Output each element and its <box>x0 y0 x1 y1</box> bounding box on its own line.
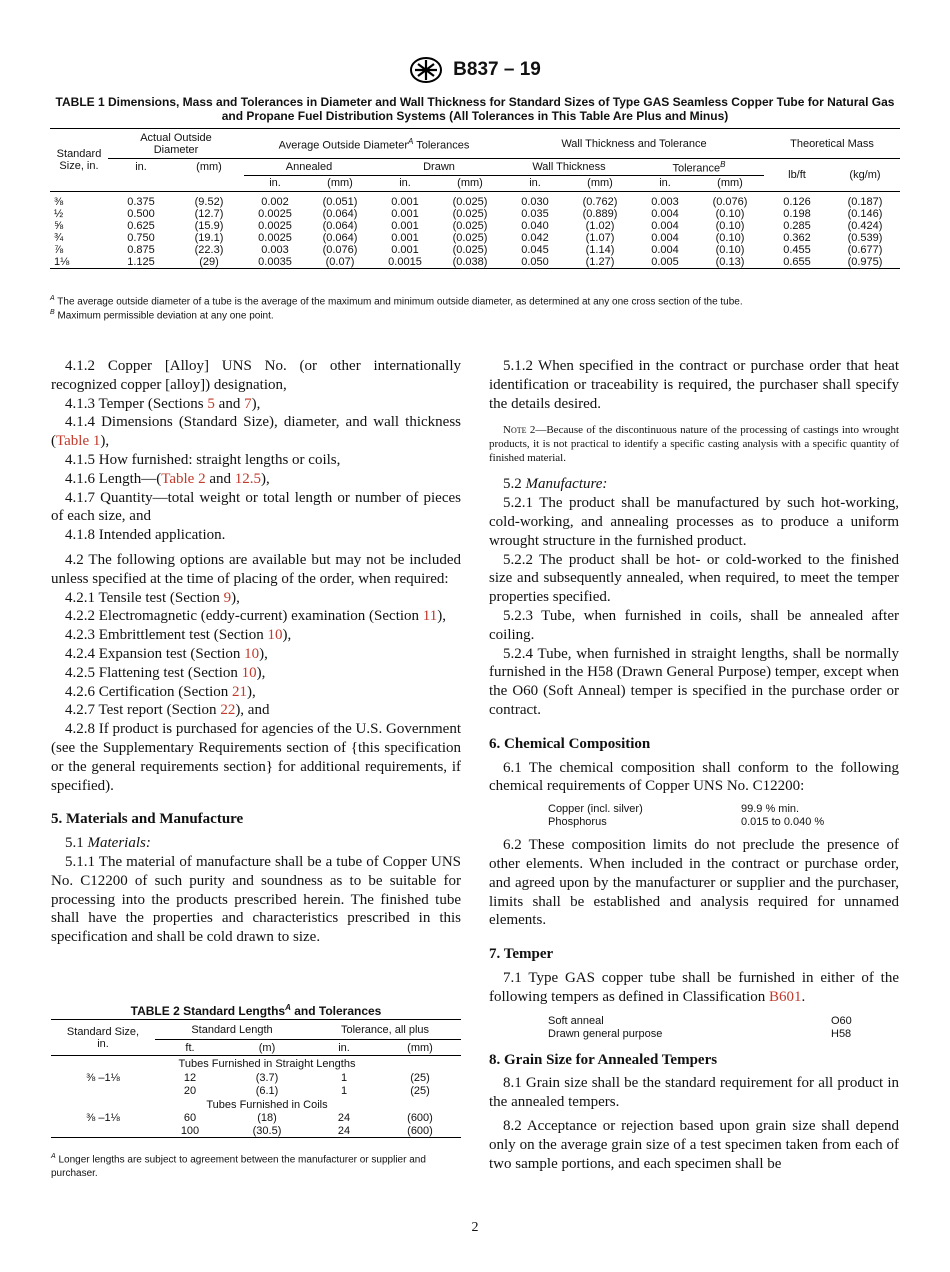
para-5-1-2: 5.1.2 When specified in the contract or purchase order that heat identification or traceability is required, the purchaser shall specify the details desired. <box>489 358 899 412</box>
table1-cell: (0.539) <box>847 231 883 244</box>
table1-cell: ⅝ <box>54 219 64 232</box>
table1-cell: 0.655 <box>783 255 811 268</box>
table2-cell: 24 <box>337 1112 351 1124</box>
table2-cell: (25) <box>410 1085 430 1097</box>
table1-footnote-b: $^B$ Maximum permissible deviation at any one point. <box>50 309 274 322</box>
table1-cell: 0.003 <box>261 243 289 256</box>
table2-cell: (30.5) <box>252 1124 282 1137</box>
para-5-2: 5.2 Manufacture: <box>503 476 608 493</box>
t1-u-lbft: lb/ft <box>764 159 830 192</box>
table1-cell: (0.07) <box>325 255 355 268</box>
table2-cell: 1 <box>340 1085 348 1097</box>
table1-cell: (0.13) <box>715 255 745 268</box>
table1-cell: 0.362 <box>783 231 811 244</box>
link-section-10[interactable]: 10 <box>267 627 283 644</box>
table1-cell: 1⅛ <box>54 255 70 268</box>
t1-h-mass: Theoretical Mass <box>764 129 900 159</box>
t2-u-in: in. <box>338 1041 350 1054</box>
table1-cell: (0.146) <box>847 207 883 220</box>
table1-cell: 1.125 <box>127 255 155 268</box>
t1-u-in: in. <box>659 177 671 190</box>
t1-h-avg-od: Average Outside Diameter$^A$ Tolerances <box>244 129 504 159</box>
link-section-7[interactable]: 7 <box>244 395 252 412</box>
t1-h-annealed: Annealed <box>244 159 374 176</box>
link-section-21[interactable]: 21 <box>232 683 248 700</box>
heading-section-8: 8. Grain Size for Annealed Tempers <box>489 1051 718 1068</box>
table2-cell: (600) <box>407 1124 433 1137</box>
table1-cell: (0.889) <box>582 207 618 220</box>
table2-cell: 60 <box>183 1112 197 1124</box>
table1-cell: (0.076) <box>322 243 358 256</box>
table1-cell: 0.0015 <box>388 255 422 268</box>
para-4-2: 4.2 The following options are available but may not be included unless specified at the time of placing of the order, when required: <box>51 551 461 587</box>
table1-cell: 0.455 <box>783 243 811 256</box>
page-number: 2 <box>471 1220 479 1235</box>
table1-cell: 0.001 <box>391 231 419 244</box>
table1-cell: (0.025) <box>452 195 488 208</box>
para-4-2-1: 4.2.1 Tensile test (Section 9), <box>65 589 240 606</box>
left-column <box>51 357 461 947</box>
table1-row <box>50 232 900 244</box>
para-8-1: 8.1 Grain size shall be the standard requirement for all product in the annealed tempers. <box>489 1075 899 1111</box>
table1-cell: (1.02) <box>585 219 615 232</box>
table1-cell: 0.001 <box>391 195 419 208</box>
t1-h-wall: Wall Thickness and Tolerance <box>504 129 764 159</box>
t1-h-standard: Standard Size, in. <box>50 129 108 192</box>
table1-cell: 0.035 <box>521 207 549 220</box>
note-2: Note 2—Because of the discontinuous nature of the processing of castings into wrought products, it is not practical to identify a specific casting analysis with a specific quantity of finished material. <box>489 424 899 465</box>
table1-cell: (0.187) <box>847 195 883 208</box>
table1-cell: (0.076) <box>712 195 748 208</box>
table1-cell: 0.001 <box>391 207 419 220</box>
table1-caption: TABLE 1 Dimensions, Mass and Tolerances in Diameter and Wall Thickness for Standard Sizes of Type GAS Seamless Copper Tube for Natural Gas and Propane Fuel Distribution Systems (All Tolerances in This Table Are Plus and Minus) <box>55 95 895 123</box>
table1-cell: 0.001 <box>391 219 419 232</box>
table1-cell: (0.038) <box>452 255 488 268</box>
t1-h-drawn: Drawn <box>374 159 504 176</box>
table2-row <box>51 1112 461 1125</box>
temper-table <box>548 1015 899 1041</box>
table1-cell: 0.001 <box>391 243 419 256</box>
table1-cell: (12.7) <box>194 207 224 220</box>
link-table-2[interactable]: Table 2 <box>161 470 206 487</box>
table1-cell: (0.10) <box>715 243 745 256</box>
table2-cell: 24 <box>337 1124 351 1137</box>
table2-cell: 1 <box>340 1072 348 1084</box>
table1-cell: 0.004 <box>651 219 679 232</box>
t2-u-ft: ft. <box>185 1041 195 1054</box>
heading-section-7: 7. Temper <box>489 946 554 963</box>
t1-u-in: in. <box>269 177 281 190</box>
table1-cell: (0.762) <box>582 195 618 208</box>
table1-cell: 0.375 <box>127 195 155 208</box>
t2-h-length: Standard Length <box>155 1020 309 1040</box>
table2-row <box>51 1072 461 1085</box>
right-column <box>489 357 899 1173</box>
table1-cell: 0.004 <box>651 231 679 244</box>
table2-cell: 100 <box>180 1124 200 1137</box>
para-4-1-4: 4.1.4 Dimensions (Standard Size), diameter, and wall thickness (Table 1), <box>51 414 461 450</box>
table1-cell: (15.9) <box>194 219 224 232</box>
table1-row <box>50 220 900 232</box>
t1-u-mm: (mm) <box>327 177 353 190</box>
link-b601[interactable]: B601 <box>768 988 802 1005</box>
table1-cell: (0.10) <box>715 219 745 232</box>
table1-cell: (0.424) <box>847 219 883 232</box>
t1-h-tolerance: Tolerance$^B$ <box>634 159 764 176</box>
table1-cell: 0.0025 <box>258 231 292 244</box>
temper-row-value: H58 <box>831 1027 852 1040</box>
table1-cell: 0.002 <box>261 195 289 208</box>
para-5-1-1: 5.1.1 The material of manufacture shall be a tube of Copper UNS No. C12200 of such purity and soundness as to be suitable for processing into the products prescribed herein. The finished tube shall have the properties and characteristics prescribed in this specification and shall be cold drawn to size. <box>51 853 461 946</box>
t2-u-mm: (mm) <box>407 1041 433 1054</box>
table1-cell: (1.07) <box>585 231 615 244</box>
t2-h-size: Standard Size, in. <box>51 1020 155 1056</box>
t1-u-mm: (mm) <box>717 177 743 190</box>
link-section-5[interactable]: 5 <box>207 395 215 412</box>
table1-cell: (0.025) <box>452 243 488 256</box>
para-4-1-2: 4.1.2 Copper [Alloy] UNS No. (or other internationally recognized copper [alloy]) designation, <box>51 358 461 393</box>
table2-cell: (6.1) <box>255 1085 279 1097</box>
temper-row <box>548 1015 899 1028</box>
para-5-2-2: 5.2.2 The product shall be hot- or cold-worked to the finished size and subsequently annealed, when required, to meet the temper properties specified. <box>489 551 899 606</box>
table2 <box>51 1019 461 1138</box>
table2-size-cell <box>51 1085 155 1098</box>
temper-row <box>548 1028 899 1041</box>
para-4-2-7: 4.2.7 Test report (Section 22), and <box>65 702 270 719</box>
table1-row <box>50 208 900 220</box>
para-4-2-5: 4.2.5 Flattening test (Section 10), <box>65 664 266 681</box>
para-4-2-3: 4.2.3 Embrittlement test (Section 10), <box>65 627 292 644</box>
t2-section-straight: Tubes Furnished in Straight Lengths <box>178 1057 356 1070</box>
composition-row-value: 0.015 to 0.040 % <box>741 816 825 829</box>
table1-cell: (0.10) <box>715 231 745 244</box>
table1-cell: ¾ <box>54 231 64 244</box>
para-5-2-3: 5.2.3 Tube, when furnished in coils, shall be annealed after coiling. <box>489 607 899 643</box>
table1-row <box>50 191 900 208</box>
temper-row-label: Soft anneal <box>548 1014 604 1027</box>
t2-section-coils: Tubes Furnished in Coils <box>206 1098 328 1111</box>
table2-caption: TABLE 2 Standard Lengths$^A$ and Tolerances <box>130 1003 382 1018</box>
table2-cell: 12 <box>183 1072 197 1084</box>
table1-cell: (0.975) <box>847 255 883 268</box>
para-5-2-1: 5.2.1 The product shall be manufactured by such hot-working, cold-working, and annealing processes as to produce a uniform wrought structure in the furnished product. <box>489 495 899 549</box>
para-5-2-4: 5.2.4 Tube, when furnished in straight lengths, shall be normally furnished in the H58 (Drawn General Purpose) temper, except when the O60 (Soft Anneal) temper is specified in the purchase order or contract. <box>489 645 899 718</box>
t1-u-in: in. <box>135 161 147 174</box>
para-4-2-6: 4.2.6 Certification (Section 21), <box>65 683 256 700</box>
para-5-1: 5.1 Materials: <box>65 835 151 852</box>
t1-h-wallthick: Wall Thickness <box>504 159 634 176</box>
para-4-1-3: 4.1.3 Temper (Sections 5 and 7), <box>65 395 261 412</box>
t1-u-in: in. <box>399 177 411 190</box>
link-section-10[interactable]: 10 <box>244 645 260 662</box>
para-6-2: 6.2 These composition limits do not preclude the presence of other elements. When included in the contract or purchase order, and agreed upon by the manufacturer or supplier and the purchaser, limits shall be established and analysis required for unnamed elements. <box>489 837 899 929</box>
table1-cell: 0.625 <box>127 219 155 232</box>
composition-row-label: Phosphorus <box>548 816 607 829</box>
table1-row <box>50 256 900 269</box>
para-4-2-8: 4.2.8 If product is purchased for agencies of the U.S. Government (see the Supplementary Requirements section of {this specification or the general requirements section} for additional requirements, if specified). <box>51 721 461 794</box>
page-header <box>0 56 950 84</box>
para-8-2: 8.2 Acceptance or rejection based upon grain size shall depend only on the average grain size of a test specimen taken from each of two sample portions, and each specimen shall be <box>489 1117 899 1172</box>
table1-cell: 0.003 <box>651 195 679 208</box>
table2-size-cell: ⅜ –1⅛ <box>86 1112 120 1124</box>
table2-size-cell: ⅜ –1⅛ <box>86 1072 120 1084</box>
link-section-9[interactable]: 9 <box>223 589 232 606</box>
table1-cell: (0.025) <box>452 231 488 244</box>
link-table-1[interactable]: Table 1 <box>56 433 101 450</box>
table1-cell: ⅞ <box>54 243 64 256</box>
link-section-11[interactable]: 11 <box>422 608 438 625</box>
heading-section-5: 5. Materials and Manufacture <box>51 811 244 828</box>
table1-cell: 0.0025 <box>258 219 292 232</box>
t1-u-mm: (mm) <box>196 161 222 174</box>
link-section-10[interactable]: 10 <box>241 664 257 681</box>
composition-row <box>548 816 899 829</box>
temper-row-label: Drawn general purpose <box>548 1027 663 1040</box>
heading-section-6: 6. Chemical Composition <box>489 735 651 752</box>
table1-cell: 0.030 <box>521 195 549 208</box>
table1-cell: 0.0025 <box>258 207 292 220</box>
para-4-2-4: 4.2.4 Expansion test (Section 10), <box>65 645 268 662</box>
table1-cell: (0.051) <box>322 195 358 208</box>
table1-row <box>50 244 900 256</box>
table1-cell: (0.025) <box>452 207 488 220</box>
table1-cell: (0.064) <box>322 207 358 220</box>
table1-cell: 0.004 <box>651 207 679 220</box>
table2-size-cell <box>51 1125 155 1138</box>
table2-cell: (3.7) <box>255 1072 279 1084</box>
table1-cell: ⅜ <box>54 195 64 208</box>
table1-cell: 0.042 <box>521 231 549 244</box>
para-4-1-7: 4.1.7 Quantity—total weight or total length or number of pieces of each size, and <box>51 489 461 525</box>
table1-cell: 0.126 <box>783 195 811 208</box>
table1-cell: 0.004 <box>651 243 679 256</box>
t1-u-kgm: (kg/m) <box>830 159 900 192</box>
para-4-1-8: 4.1.8 Intended application. <box>65 527 226 544</box>
t1-h-actual-od: Actual Outside Diameter <box>108 129 244 159</box>
composition-row-value: 99.9 % min. <box>741 803 800 816</box>
composition-row-label: Copper (incl. silver) <box>548 803 643 816</box>
table1-cell: 0.0035 <box>258 255 292 268</box>
link-section-12-5[interactable]: 12.5 <box>234 470 262 487</box>
table2-row <box>51 1125 461 1138</box>
link-section-22[interactable]: 22 <box>220 702 236 719</box>
table1-cell: 0.198 <box>783 207 811 220</box>
table1-cell: (0.025) <box>452 219 488 232</box>
para-6-1: 6.1 The chemical composition shall conform to the following chemical requirements of Copper UNS No. C12200: <box>489 759 899 795</box>
t1-u-mm: (mm) <box>587 177 613 190</box>
table1-cell: (0.064) <box>322 231 358 244</box>
composition-table <box>548 803 899 829</box>
table1 <box>50 128 900 269</box>
table1-cell: (0.064) <box>322 219 358 232</box>
table1-cell: (0.10) <box>715 207 745 220</box>
table2-cell: (18) <box>257 1112 277 1124</box>
table1-footnote-a: $^A$ The average outside diameter of a tube is the average of the maximum and minimum outside diameter, as determined at any one cross section of the tube. <box>50 295 743 308</box>
t2-u-m: (m) <box>258 1041 276 1054</box>
para-4-1-6: 4.1.6 Length—(Table 2 and 12.5), <box>65 470 270 487</box>
table1-cell: 0.875 <box>127 243 155 256</box>
para-7-1: 7.1 Type GAS copper tube shall be furnished in either of the following tempers as defined in Classification B601. <box>489 969 899 1005</box>
composition-row <box>548 803 899 816</box>
table1-cell: 0.040 <box>521 219 549 232</box>
t2-h-tol: Tolerance, all plus <box>309 1020 461 1040</box>
designation: B837 – 19 <box>453 59 541 80</box>
table1-cell: 0.500 <box>127 207 155 220</box>
table1-cell: (19.1) <box>194 231 224 244</box>
table1-cell: ½ <box>54 207 64 220</box>
table2-cell: (600) <box>407 1112 433 1124</box>
table1-cell: (1.27) <box>585 255 615 268</box>
table2-row <box>51 1085 461 1098</box>
table1-cell: 0.285 <box>783 219 811 232</box>
table2-cell: 20 <box>183 1085 197 1097</box>
para-4-1-5: 4.1.5 How furnished: straight lengths or coils, <box>65 451 341 468</box>
table1-cell: 0.045 <box>521 243 549 256</box>
table2-cell: (25) <box>410 1072 430 1084</box>
table1-cell: 0.005 <box>651 255 679 268</box>
t1-u-in: in. <box>529 177 541 190</box>
t1-u-mm: (mm) <box>457 177 483 190</box>
table1-cell: (1.14) <box>585 243 615 256</box>
table1-cell: 0.050 <box>521 255 549 268</box>
table1-cell: (0.677) <box>847 243 883 256</box>
astm-logo-icon <box>409 56 443 84</box>
para-4-2-2: 4.2.2 Electromagnetic (eddy-current) examination (Section 11), <box>65 608 446 625</box>
table1-cell: (29) <box>199 255 219 268</box>
table1-cell: 0.750 <box>127 231 155 244</box>
table2-footnote: $^A$ Longer lengths are subject to agreement between the manufacturer or supplier and purchaser. <box>51 1153 426 1180</box>
table1-cell: (22.3) <box>194 243 224 256</box>
temper-row-value: O60 <box>831 1014 852 1027</box>
table1-cell: (9.52) <box>194 195 224 208</box>
